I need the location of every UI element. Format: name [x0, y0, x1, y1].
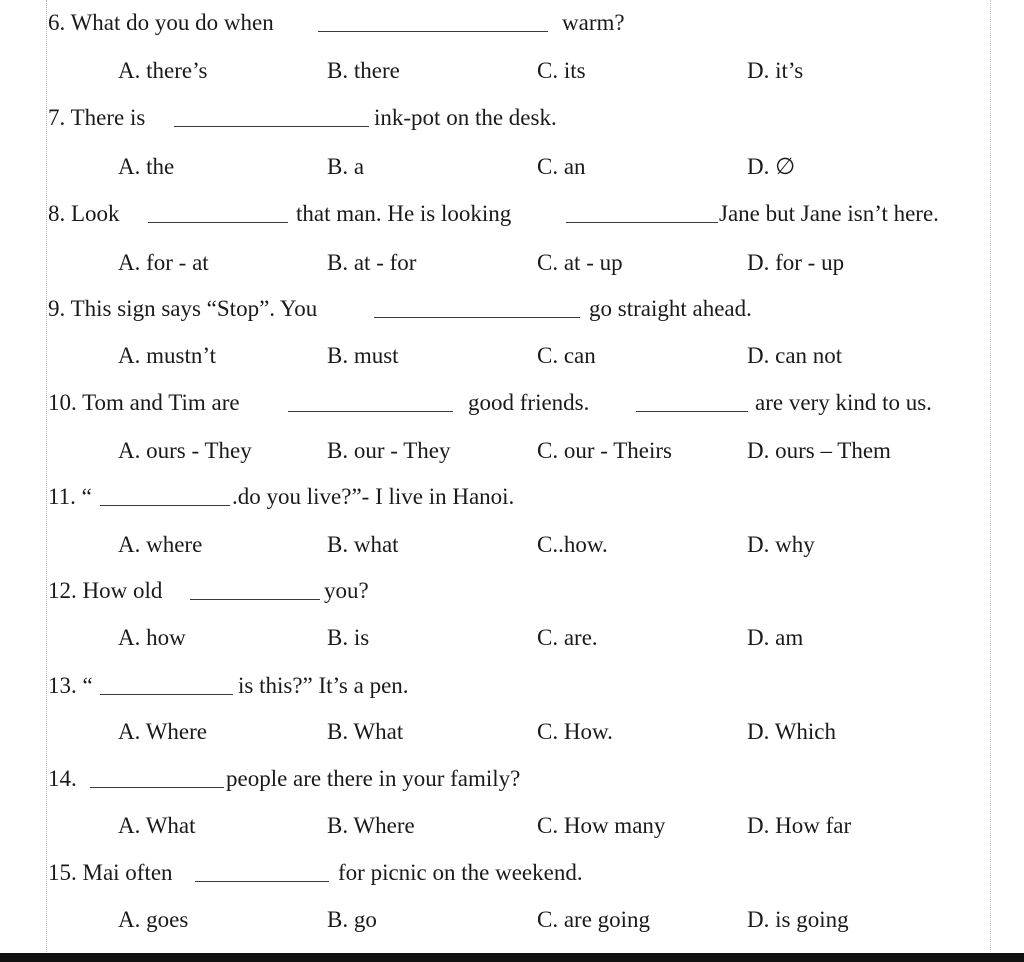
option-a[interactable]: A. the	[118, 154, 175, 179]
option-d[interactable]: D. Which	[747, 719, 837, 744]
option-c[interactable]: C. our - Theirs	[537, 438, 673, 463]
question-text: 11. “	[48, 484, 92, 509]
page-margin-right	[990, 0, 991, 956]
question-text: 10. Tom and Tim are	[48, 390, 240, 415]
option-c[interactable]: C..how.	[537, 532, 608, 557]
question-text: 7. There is	[48, 105, 146, 130]
option-b[interactable]: B. is	[327, 625, 370, 650]
option-c[interactable]: C. How many	[537, 813, 666, 838]
option-b[interactable]: B. there	[327, 58, 400, 83]
question-text: for picnic on the weekend.	[338, 860, 583, 885]
option-b[interactable]: B. a	[327, 154, 365, 179]
question-text: are very kind to us.	[755, 390, 932, 415]
option-a[interactable]: A. where	[118, 532, 203, 557]
question-text: 12. How old	[48, 578, 163, 603]
question-text: 15. Mai often	[48, 860, 173, 885]
option-c[interactable]: C. are going	[537, 907, 651, 932]
answer-blank[interactable]	[100, 505, 230, 506]
question-text: 9. This sign says “Stop”. You	[48, 296, 318, 321]
option-d[interactable]: D. ∅	[747, 154, 796, 179]
option-a[interactable]: A. there’s	[118, 58, 208, 83]
option-b[interactable]: B. at - for	[327, 250, 417, 275]
option-c[interactable]: C. are.	[537, 625, 598, 650]
answer-blank[interactable]	[374, 317, 580, 318]
option-b[interactable]: B. what	[327, 532, 399, 557]
answer-blank[interactable]	[174, 126, 369, 127]
question-text: 6. What do you do when	[48, 10, 274, 35]
question-text: 14.	[48, 766, 77, 791]
option-a[interactable]: A. mustn’t	[118, 343, 216, 368]
question-text: go straight ahead.	[589, 296, 752, 321]
answer-blank[interactable]	[100, 694, 233, 695]
question-text: .do you live?”- I live in Hanoi.	[232, 484, 515, 509]
question-text: you?	[324, 578, 369, 603]
option-d[interactable]: D. it’s	[747, 58, 804, 83]
option-d[interactable]: D. How far	[747, 813, 852, 838]
option-c[interactable]: C. its	[537, 58, 586, 83]
option-b[interactable]: B. What	[327, 719, 404, 744]
option-c[interactable]: C. How.	[537, 719, 613, 744]
option-d[interactable]: D. can not	[747, 343, 843, 368]
page-margin-left	[46, 0, 47, 956]
answer-blank[interactable]	[318, 31, 548, 32]
option-b[interactable]: B. Where	[327, 813, 415, 838]
answer-blank[interactable]	[195, 881, 329, 882]
option-b[interactable]: B. must	[327, 343, 399, 368]
question-text: good friends.	[468, 390, 590, 415]
option-a[interactable]: A. for - at	[118, 250, 209, 275]
option-c[interactable]: C. can	[537, 343, 596, 368]
option-d[interactable]: D. ours – Them	[747, 438, 891, 463]
answer-blank[interactable]	[288, 411, 453, 412]
option-c[interactable]: C. an	[537, 154, 586, 179]
answer-blank[interactable]	[566, 222, 718, 223]
question-text: that man. He is looking	[296, 201, 512, 226]
answer-blank[interactable]	[148, 222, 288, 223]
option-d[interactable]: D. for - up	[747, 250, 845, 275]
option-c[interactable]: C. at - up	[537, 250, 623, 275]
question-text: 8. Look	[48, 201, 120, 226]
option-a[interactable]: A. ours - They	[118, 438, 252, 463]
option-a[interactable]: A. Where	[118, 719, 207, 744]
answer-blank[interactable]	[190, 599, 320, 600]
question-text: people are there in your family?	[226, 766, 521, 791]
question-text: warm?	[562, 10, 625, 35]
question-text: is this?” It’s a pen.	[238, 673, 409, 698]
question-text: ink-pot on the desk.	[374, 105, 557, 130]
option-b[interactable]: B. our - They	[327, 438, 451, 463]
option-b[interactable]: B. go	[327, 907, 377, 932]
option-a[interactable]: A. how	[118, 625, 186, 650]
option-d[interactable]: D. why	[747, 532, 815, 557]
question-text: Jane but Jane isn’t here.	[719, 201, 939, 226]
answer-blank[interactable]	[90, 787, 224, 788]
option-d[interactable]: D. am	[747, 625, 804, 650]
option-a[interactable]: A. goes	[118, 907, 189, 932]
question-text: 13. “	[48, 673, 93, 698]
option-d[interactable]: D. is going	[747, 907, 849, 932]
bottom-edge-bar	[0, 953, 1024, 962]
answer-blank[interactable]	[636, 411, 748, 412]
option-a[interactable]: A. What	[118, 813, 196, 838]
